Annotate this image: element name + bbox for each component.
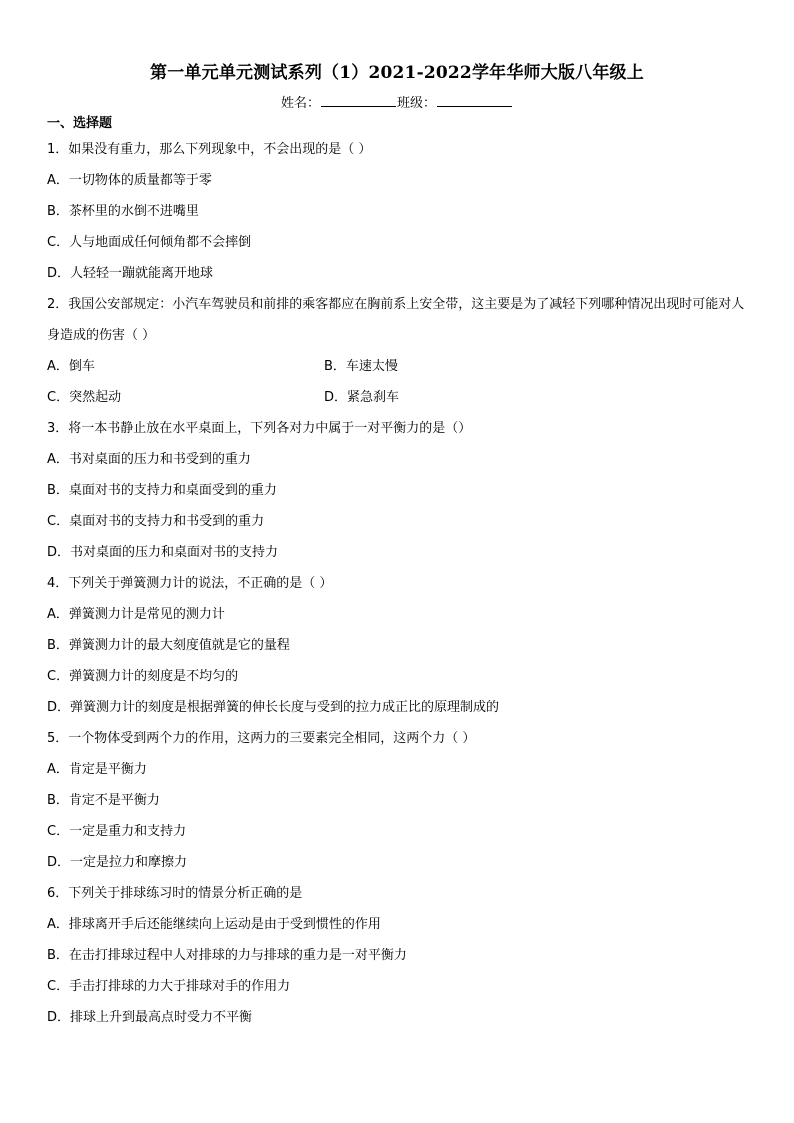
class-blank[interactable] — [437, 93, 512, 107]
question-option: B．车速太慢 — [324, 359, 398, 374]
question-option: D．弹簧测力计的刻度是根据弹簧的伸长长度与受到的拉力成正比的原理制成的 — [47, 700, 500, 715]
question-list — [47, 134, 757, 1033]
name-label: 姓名： — [280, 96, 320, 111]
question-option: A．弹簧测力计是常见的测力计 — [47, 607, 225, 622]
page-title: 第一单元单元测试系列（1）2021-2022学年华师大版八年级上 — [150, 63, 644, 83]
option-row — [47, 382, 757, 413]
question-option: B．肯定不是平衡力 — [47, 793, 160, 808]
question-option: C．一定是重力和支持力 — [47, 824, 187, 839]
question-option: C．人与地面成任何倾角都不会摔倒 — [47, 235, 252, 250]
question-option: D．一定是拉力和摩擦力 — [47, 855, 188, 870]
question-option: D．紧急刹车 — [324, 390, 400, 405]
section-heading: 一、选择题 — [47, 116, 113, 131]
question-stem: 5．一个物体受到两个力的作用，这两力的三要素完全相同，这两个力（ ） — [47, 731, 476, 746]
question-option: A．一切物体的质量都等于零 — [47, 173, 212, 188]
question-option: C．桌面对书的支持力和书受到的重力 — [47, 514, 265, 529]
question-option: C．突然起动 — [47, 390, 122, 405]
question-stem: 2．我国公安部规定：小汽车驾驶员和前排的乘客都应在胸前系上安全带，这主要是为了减轻下列哪种情况出现时可能对人身造成的伤害（ ） — [47, 297, 745, 343]
question-stem: 1．如果没有重力，那么下列现象中，不会出现的是（ ） — [47, 142, 372, 157]
question-stem: 4．下列关于弹簧测力计的说法，不正确的是（ ） — [47, 576, 333, 591]
question-stem: 6．下列关于排球练习时的情景分析正确的是 — [47, 886, 303, 901]
question-option: C．弹簧测力计的刻度是不均匀的 — [47, 669, 239, 684]
question-option: D．排球上升到最高点时受力不平衡 — [47, 1010, 253, 1025]
question-option: A．肯定是平衡力 — [47, 762, 147, 777]
question-stem: 3．将一本书静止放在水平桌面上，下列各对力中属于一对平衡力的是（） — [47, 421, 472, 436]
question-option: B．弹簧测力计的最大刻度值就是它的量程 — [47, 638, 290, 653]
question-option: C．手击打排球的力大于排球对手的作用力 — [47, 979, 291, 994]
question-option: B．在击打排球过程中人对排球的力与排球的重力是一对平衡力 — [47, 948, 407, 963]
student-info — [0, 92, 794, 111]
question-option: B．桌面对书的支持力和桌面受到的重力 — [47, 483, 277, 498]
question-option: A．书对桌面的压力和书受到的重力 — [47, 452, 251, 467]
question-option: D．书对桌面的压力和桌面对书的支持力 — [47, 545, 279, 560]
question-option: A．倒车 — [47, 359, 95, 374]
class-label: 班级： — [397, 96, 437, 111]
option-row — [47, 351, 757, 382]
question-option: A．排球离开手后还能继续向上运动是由于受到惯性的作用 — [47, 917, 381, 932]
question-option: B．茶杯里的水倒不进嘴里 — [47, 204, 199, 219]
name-blank[interactable] — [321, 93, 396, 107]
question-option: D．人轻轻一蹦就能离开地球 — [47, 266, 214, 281]
